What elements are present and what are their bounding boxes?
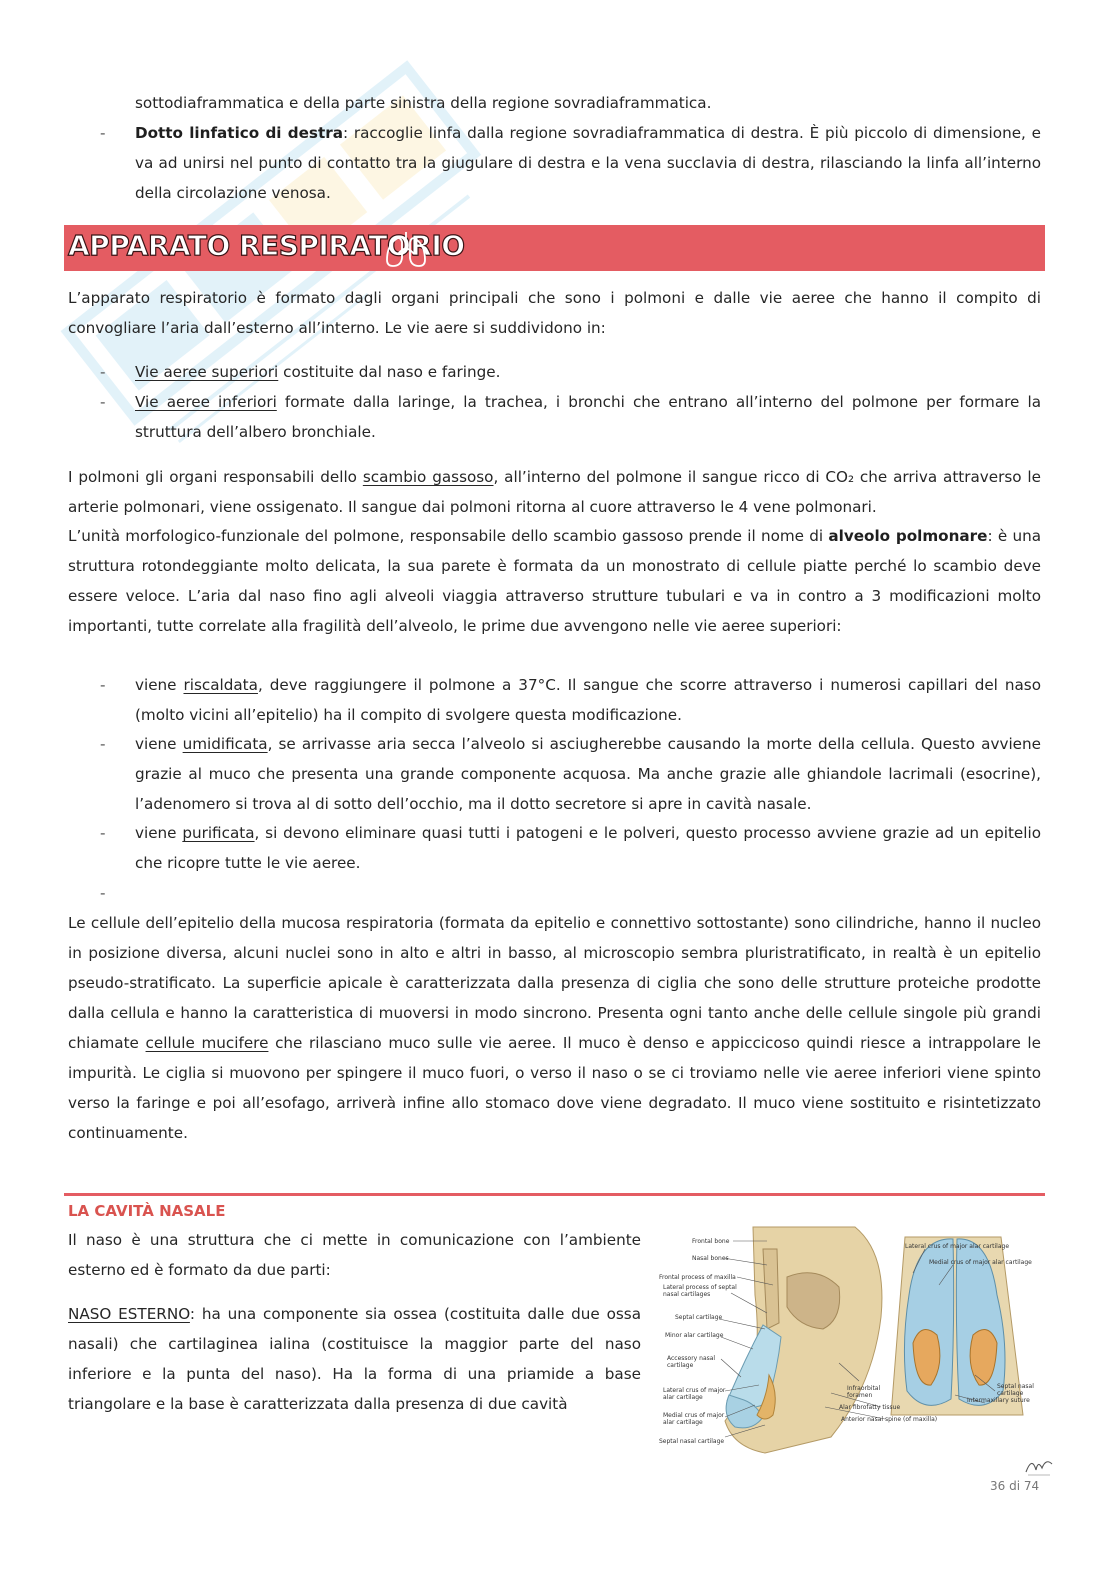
list-continuation: sottodiaframmatica e della parte sinistra della regione sovradiaframmatica. [135, 94, 712, 112]
list-bullet: - [100, 393, 106, 411]
alveolo-paragraph: L’unità morfologico-funzionale del polmone, responsabile dello scambio gassoso prende il nome di alveolo polmonare: è una struttura rotondeggiante molto delicata, la sua parete è formata da un monostrato di cellule piatte perché lo scambio deve essere veloce. L’aria dal naso fino agli alveoli viaggia attraverso strutture tubulari e va in contro a 3 modificazioni molto importanti, tutte correlate alla fragilità dell’alveolo, le prime due avvengono nelle vie aeree superiori: [68, 527, 1041, 635]
intro-paragraph: L’apparato respiratorio è formato dagli organi principali che sono i polmoni e dalle vie aeree che hanno il compito di convogliare l’aria dall’esterno all’interno. Le vie aere si suddividono in: [68, 289, 1041, 337]
term-umidificata: umidificata [182, 735, 268, 753]
term-riscaldata: riscaldata [183, 676, 258, 694]
figure-label: Medial crus of major alar cartilage [663, 1412, 725, 1426]
figure-label: Medial crus of major alar cartilage [929, 1259, 1032, 1266]
epitelio-paragraph: Le cellule dell’epitelio della mucosa respiratoria (formata da epitelio e connettivo sottostante) sono cilindriche, hanno il nucleo in posizione diversa, alcuni nuclei sono in alto e altri in basso, al microscopio sembra pluristratificato, in realtà è un epitelio pseudo-stratificato. La superficie apicale è caratterizzata dalla presenza di ciglia che sono delle strutture proteiche prodotte dalla cellula e hanno la caratteristica di muoversi in modo sincrono. Presenta ogni tanto anche delle cellule singole più grandi chiamate cellule mucifere che rilasciano muco sulle vie aeree. Il muco è denso e appiccicoso quindi riesce a intrappolare le impurità. Le ciglia si muovono per spingere il muco fuori, o verso il naso o se ci troviamo nelle vie aeree inferiori viene spinto verso la faringe e poi all’esofago, arriverà infine allo stomaco dove viene degradato. Il muco viene sostituito e risintetizzato continuamente. [68, 914, 1041, 1142]
list-item-riscaldata: viene riscaldata, deve raggiungere il polmone a 37°C. Il sangue che scorre attraverso i numerosi capillari del naso (molto vicini all’epitelio) ha il compito di svolgere questa modificazione. [135, 676, 1041, 724]
figure-label: Anterior nasal spine (of maxilla) [841, 1416, 938, 1423]
figure-label: Septal nasal cartilage [659, 1438, 725, 1445]
list-bullet: - [100, 735, 106, 753]
list-bullet: - [100, 824, 106, 842]
list-item-vie-superiori: Vie aeree superiori costituite dal naso e faringe. [135, 363, 501, 381]
list-item-purificata: viene purificata, si devono eliminare quasi tutti i patogeni e le polveri, questo processo avviene grazie ad un epitelio che ricopre tutte le vie aeree. [135, 824, 1041, 872]
figure-label: Infraorbital foramen [847, 1385, 881, 1399]
figure-label: Nasal bones [692, 1255, 729, 1262]
term-alveolo: alveolo polmonare [828, 527, 988, 545]
term-vie-superiori: Vie aeree superiori [135, 363, 279, 381]
lungs-icon [382, 228, 430, 270]
figure-label: Lateral crus of major alar cartilage [663, 1387, 726, 1401]
term-purificata: purificata [182, 824, 255, 842]
list-bullet: - [100, 124, 106, 142]
term-cellule-mucifere: cellule mucifere [145, 1034, 269, 1052]
page-number: 36 di 74 [990, 1479, 1040, 1493]
list-item-vie-inferiori: Vie aeree inferiori formate dalla laringe, la trachea, i bronchi che entrano all’interno del polmone per formare la struttura dell’albero bronchiale. [135, 393, 1041, 441]
figure-label: Lateral crus of major alar cartilage [905, 1243, 1010, 1250]
list-bullet: - [100, 363, 106, 381]
banner-title: APPARATO RESPIRATORIO [68, 229, 465, 262]
section-title: LA CAVITÀ NASALE [68, 1202, 226, 1220]
section-divider [64, 1193, 1045, 1196]
naso-intro-paragraph: Il naso è una struttura che ci mette in comunicazione con l’ambiente esterno ed è formato da due parti: [68, 1231, 641, 1279]
figure-label: Lateral process of septal nasal cartilages [663, 1284, 737, 1298]
list-item-umidificata: viene umidificata, se arrivasse aria secca l’alveolo si asciugherebbe causando la morte della cellula. Questo avviene grazie al muco che presenta una grande componente acquosa. Ma anche grazie alle ghiandole lacrimali (esocrine), l’adenomero si trova al di sotto dell’occhio, ma il dotto secretore si apre in cavità nasale. [135, 735, 1041, 813]
section-banner [64, 225, 1045, 271]
term-scambio-gassoso: scambio gassoso [362, 468, 494, 486]
figure-label: Septal nasal cartilage [997, 1383, 1034, 1397]
figure-label: Frontal process of maxilla [659, 1274, 736, 1281]
list-bullet-empty: - [100, 884, 106, 902]
term-vie-inferiori: Vie aeree inferiori [135, 393, 277, 411]
figure-label: Septal cartilage [675, 1314, 723, 1321]
nasal-anatomy-figure [655, 1225, 1040, 1455]
list-item-dotto-destra: Dotto linfatico di destra: raccoglie linfa dalla regione sovradiaframmatica di destra. È più piccolo di dimensione, e va ad unirsi nel punto di contatto tra la giugulare di destra e la vena succlavia di destra, rilasciando la linfa all’interno della circolazione venosa. [135, 124, 1041, 202]
figure-label: Minor alar cartilage [665, 1332, 724, 1339]
list-bullet: - [100, 676, 106, 694]
polmoni-paragraph: I polmoni gli organi responsabili dello scambio gassoso, all’interno del polmone il sangue ricco di CO₂ che arriva attraverso le arterie polmonari, viene ossigenato. Il sangue dai polmoni ritorna al cuore attraverso le 4 vene polmonari. [68, 468, 1041, 516]
figure-label: Frontal bone [692, 1238, 730, 1245]
figure-label: Accessory nasal cartilage [667, 1355, 716, 1369]
term-naso-esterno: NASO ESTERNO [68, 1305, 190, 1323]
figure-label: Intermaxillary suture [967, 1397, 1030, 1404]
term-dotto-destra: Dotto linfatico di destra [135, 124, 343, 142]
author-signature [1022, 1452, 1056, 1478]
figure-label: Alar fibrofatty tissue [839, 1404, 901, 1411]
naso-esterno-paragraph: NASO ESTERNO: ha una componente sia ossea (costituita dalle due ossa nasali) che cartilaginea ialina (costituisce la maggior parte del naso inferiore e la punta del naso). Ha la forma di una priamide a base triangolare e la base è caratterizzata dalla presenza di due cavità [68, 1305, 641, 1413]
